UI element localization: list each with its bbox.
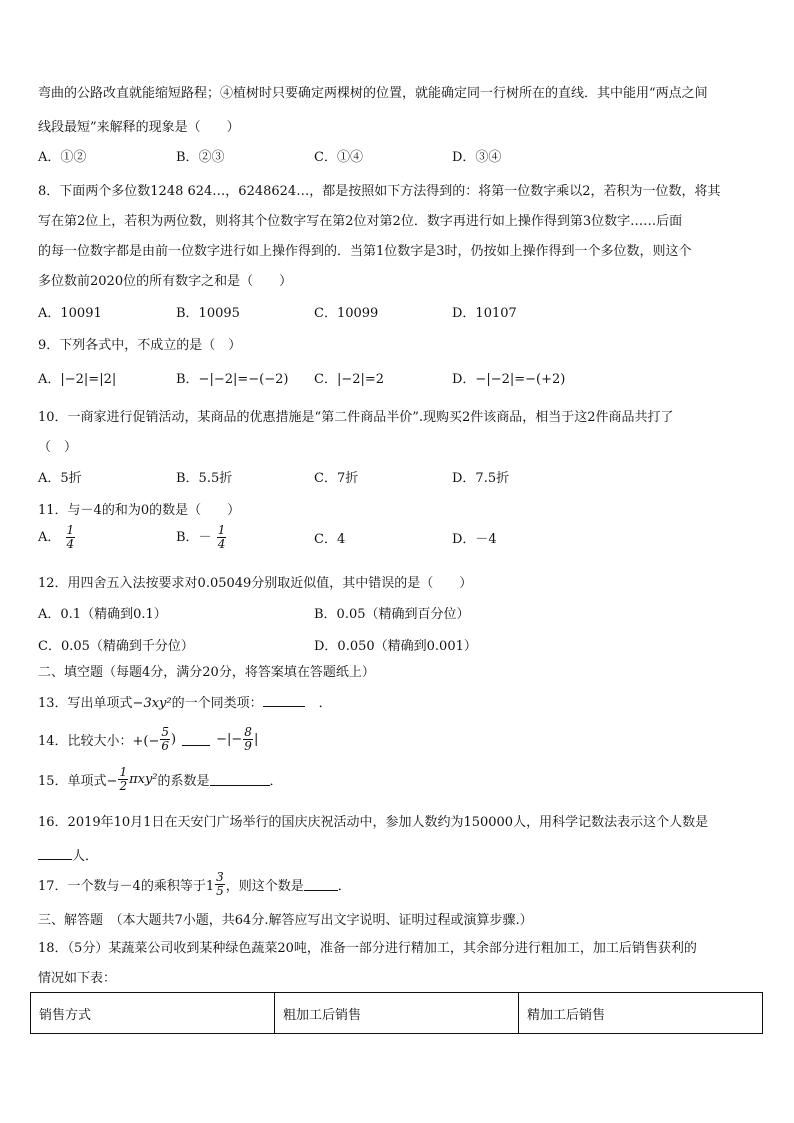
q7-option-d: D．③④ (452, 150, 502, 165)
q13-suffix: 的一个同类项： (171, 696, 263, 711)
q10-option-a: A．5折 (38, 471, 82, 486)
answer-blank (182, 733, 210, 746)
q17-suffix: ，则这个数是 (225, 879, 304, 894)
q15-fraction (118, 766, 128, 793)
fraction-numerator: 5 (161, 725, 170, 739)
fraction-numerator: 1 (119, 765, 128, 779)
q8-option-b: B．10095 (176, 306, 240, 321)
q11-option-b (176, 524, 314, 551)
answer-blank (304, 878, 338, 891)
q14 (38, 726, 258, 753)
q8-line3: 的每一位数字都是由前一位数字进行如上操作得到的．当第1位数字是3时，仍按如上操作得到一个多位数，则这个 (38, 244, 692, 259)
q12-option-b: B．0.05（精确到百分位） (314, 607, 470, 622)
q12-options-row2 (38, 635, 590, 654)
q10-line1: 10．一商家进行促销活动，某商品的优惠措施是“第二件商品半价”.现购买2件该商品，相当于这2件商品共打了 (38, 410, 674, 425)
fraction-denominator: 6 (161, 739, 170, 753)
q17 (38, 871, 351, 898)
q16-line1: 16．2019年10月1日在天安门广场举行的国庆庆祝活动中，参加人数约为150000人，用科学记数法表示这个人数是 (38, 815, 709, 830)
section-solution-heading: 三、解答题 （本大题共7小题，共64分.解答应写出文字说明、证明过程或演算步骤.） (38, 913, 533, 928)
q8-line4: 多位数前2020位的所有数字之和是（ ） (38, 274, 293, 289)
table-row (31, 993, 763, 1034)
q9-options (38, 368, 590, 387)
q9-option-d: D．−|−2|=−(+2) (452, 372, 566, 387)
q8-option-a: A．10091 (38, 306, 102, 321)
q11-option-d: D．－4 (452, 532, 497, 547)
q14-close: | (253, 732, 259, 747)
fraction-numerator: 1 (66, 523, 75, 537)
q9-stem: 9．下列各式中，不成立的是（ ） (38, 338, 242, 353)
q12-option-a: A．0.1（精确到0.1） (38, 607, 167, 622)
q7-option-a: A．①② (38, 150, 87, 165)
q13-end: ． (318, 696, 332, 711)
sales-table (30, 992, 763, 1034)
q18-line1: 18．（5分）某蔬菜公司收到某种绿色蔬菜20吨，准备一部分进行精加工，其余部分进行粗加工，加工后销售获利的 (38, 941, 697, 956)
table-header-cell: 粗加工后销售 (275, 993, 519, 1034)
q16-line2 (38, 845, 98, 864)
q15-end: ． (269, 774, 283, 789)
q14-fraction-2 (243, 726, 253, 753)
answer-blank (38, 847, 72, 860)
q14-rest: −|− (216, 732, 243, 747)
q17-prefix: 17．一个数与－4的乘积等于1 (38, 879, 215, 894)
fraction-denominator: 9 (244, 739, 252, 753)
table-header-cell: 销售方式 (31, 993, 275, 1034)
table-header-cell: 精加工后销售 (519, 993, 763, 1034)
q8-options (38, 302, 590, 321)
q7-option-b: B．②③ (176, 150, 225, 165)
q12-options-row1 (38, 603, 590, 622)
q9-option-b: B．−|−2|=−(−2) (176, 372, 289, 387)
fraction-denominator: 5 (216, 884, 224, 898)
q9-option-a: A．|−2|=|2| (38, 372, 117, 387)
q8-option-c: C．10099 (314, 306, 379, 321)
q10-options (38, 467, 590, 486)
q13-prefix: 13．写出单项式 (38, 696, 133, 711)
q10-option-b: B．5.5折 (176, 471, 233, 486)
q11-option-a-fraction (66, 524, 76, 551)
q10-option-d: D．7.5折 (452, 471, 510, 486)
q10-line2: （ ） (38, 440, 78, 455)
answer-blank (263, 694, 305, 707)
q11-option-c: C．4 (314, 532, 346, 547)
answer-blank (210, 773, 270, 786)
q14-fraction-1 (160, 726, 170, 753)
q15-prefix: 15．单项式− (38, 774, 118, 789)
q8-line2: 写在第2位上，若积为两位数，则将其个位数字写在第2位对第2位．数字再进行如上操作得到第3位数字……后面 (38, 214, 683, 229)
q11-option-b-label: B．－ (176, 530, 212, 545)
q11-option-a (38, 524, 176, 551)
q17-fraction (215, 871, 225, 898)
q12-option-c: C．0.05（精确到千分位） (38, 639, 194, 654)
q8-option-d: D．10107 (452, 306, 517, 321)
q7-options (38, 146, 590, 165)
q10-option-c: C．7折 (314, 471, 359, 486)
q11-stem: 11．与－4的和为0的数是（ ） (38, 503, 241, 518)
q15 (38, 766, 283, 793)
q16-line2-end: 人． (72, 849, 99, 864)
q7-option-c: C．①④ (314, 150, 363, 165)
q7-stem-line2: 线段最短”来解释的现象是（ ） (38, 120, 240, 135)
fraction-denominator: 4 (217, 537, 226, 551)
q12-stem: 12．用四舍五入法按要求对0.05049分别取近似值，其中错误的是（ ） (38, 576, 473, 591)
q14-mid: ) (171, 732, 177, 747)
q15-expression: πxy² (129, 772, 158, 787)
fraction-numerator: 1 (217, 523, 226, 537)
q15-suffix: 的系数是 (157, 774, 210, 789)
section-fill-in-heading: 二、填空题（每题4分，满分20分，将答案填在答题纸上） (38, 665, 375, 680)
q9-option-c: C．|−2|=2 (314, 372, 385, 387)
q18-line2: 情况如下表： (38, 971, 117, 986)
q11-options (38, 524, 590, 551)
fraction-numerator: 3 (216, 870, 224, 884)
q11-option-b-fraction (217, 524, 227, 551)
q13 (38, 692, 332, 711)
q7-stem-line1: 弯曲的公路改直就能缩短路程；④植树时只要确定两棵树的位置，就能确定同一行树所在的直线．其中能用“两点之间 (38, 86, 708, 101)
q12-option-d: D．0.050（精确到0.001） (314, 639, 477, 654)
fraction-numerator: 8 (244, 725, 252, 739)
fraction-denominator: 4 (66, 537, 75, 551)
q13-expression: −3xy² (132, 696, 172, 711)
q17-end: ． (337, 879, 351, 894)
fraction-denominator: 2 (119, 779, 128, 793)
q14-prefix: 14．比较大小：+(− (38, 734, 160, 749)
q11-option-a-label: A． (38, 530, 61, 545)
q8-line1: 8．下面两个多位数1248 624…，6248624…，都是按照如下方法得到的：将第一位数字乘以2，若积为一位数，将其 (38, 184, 721, 199)
